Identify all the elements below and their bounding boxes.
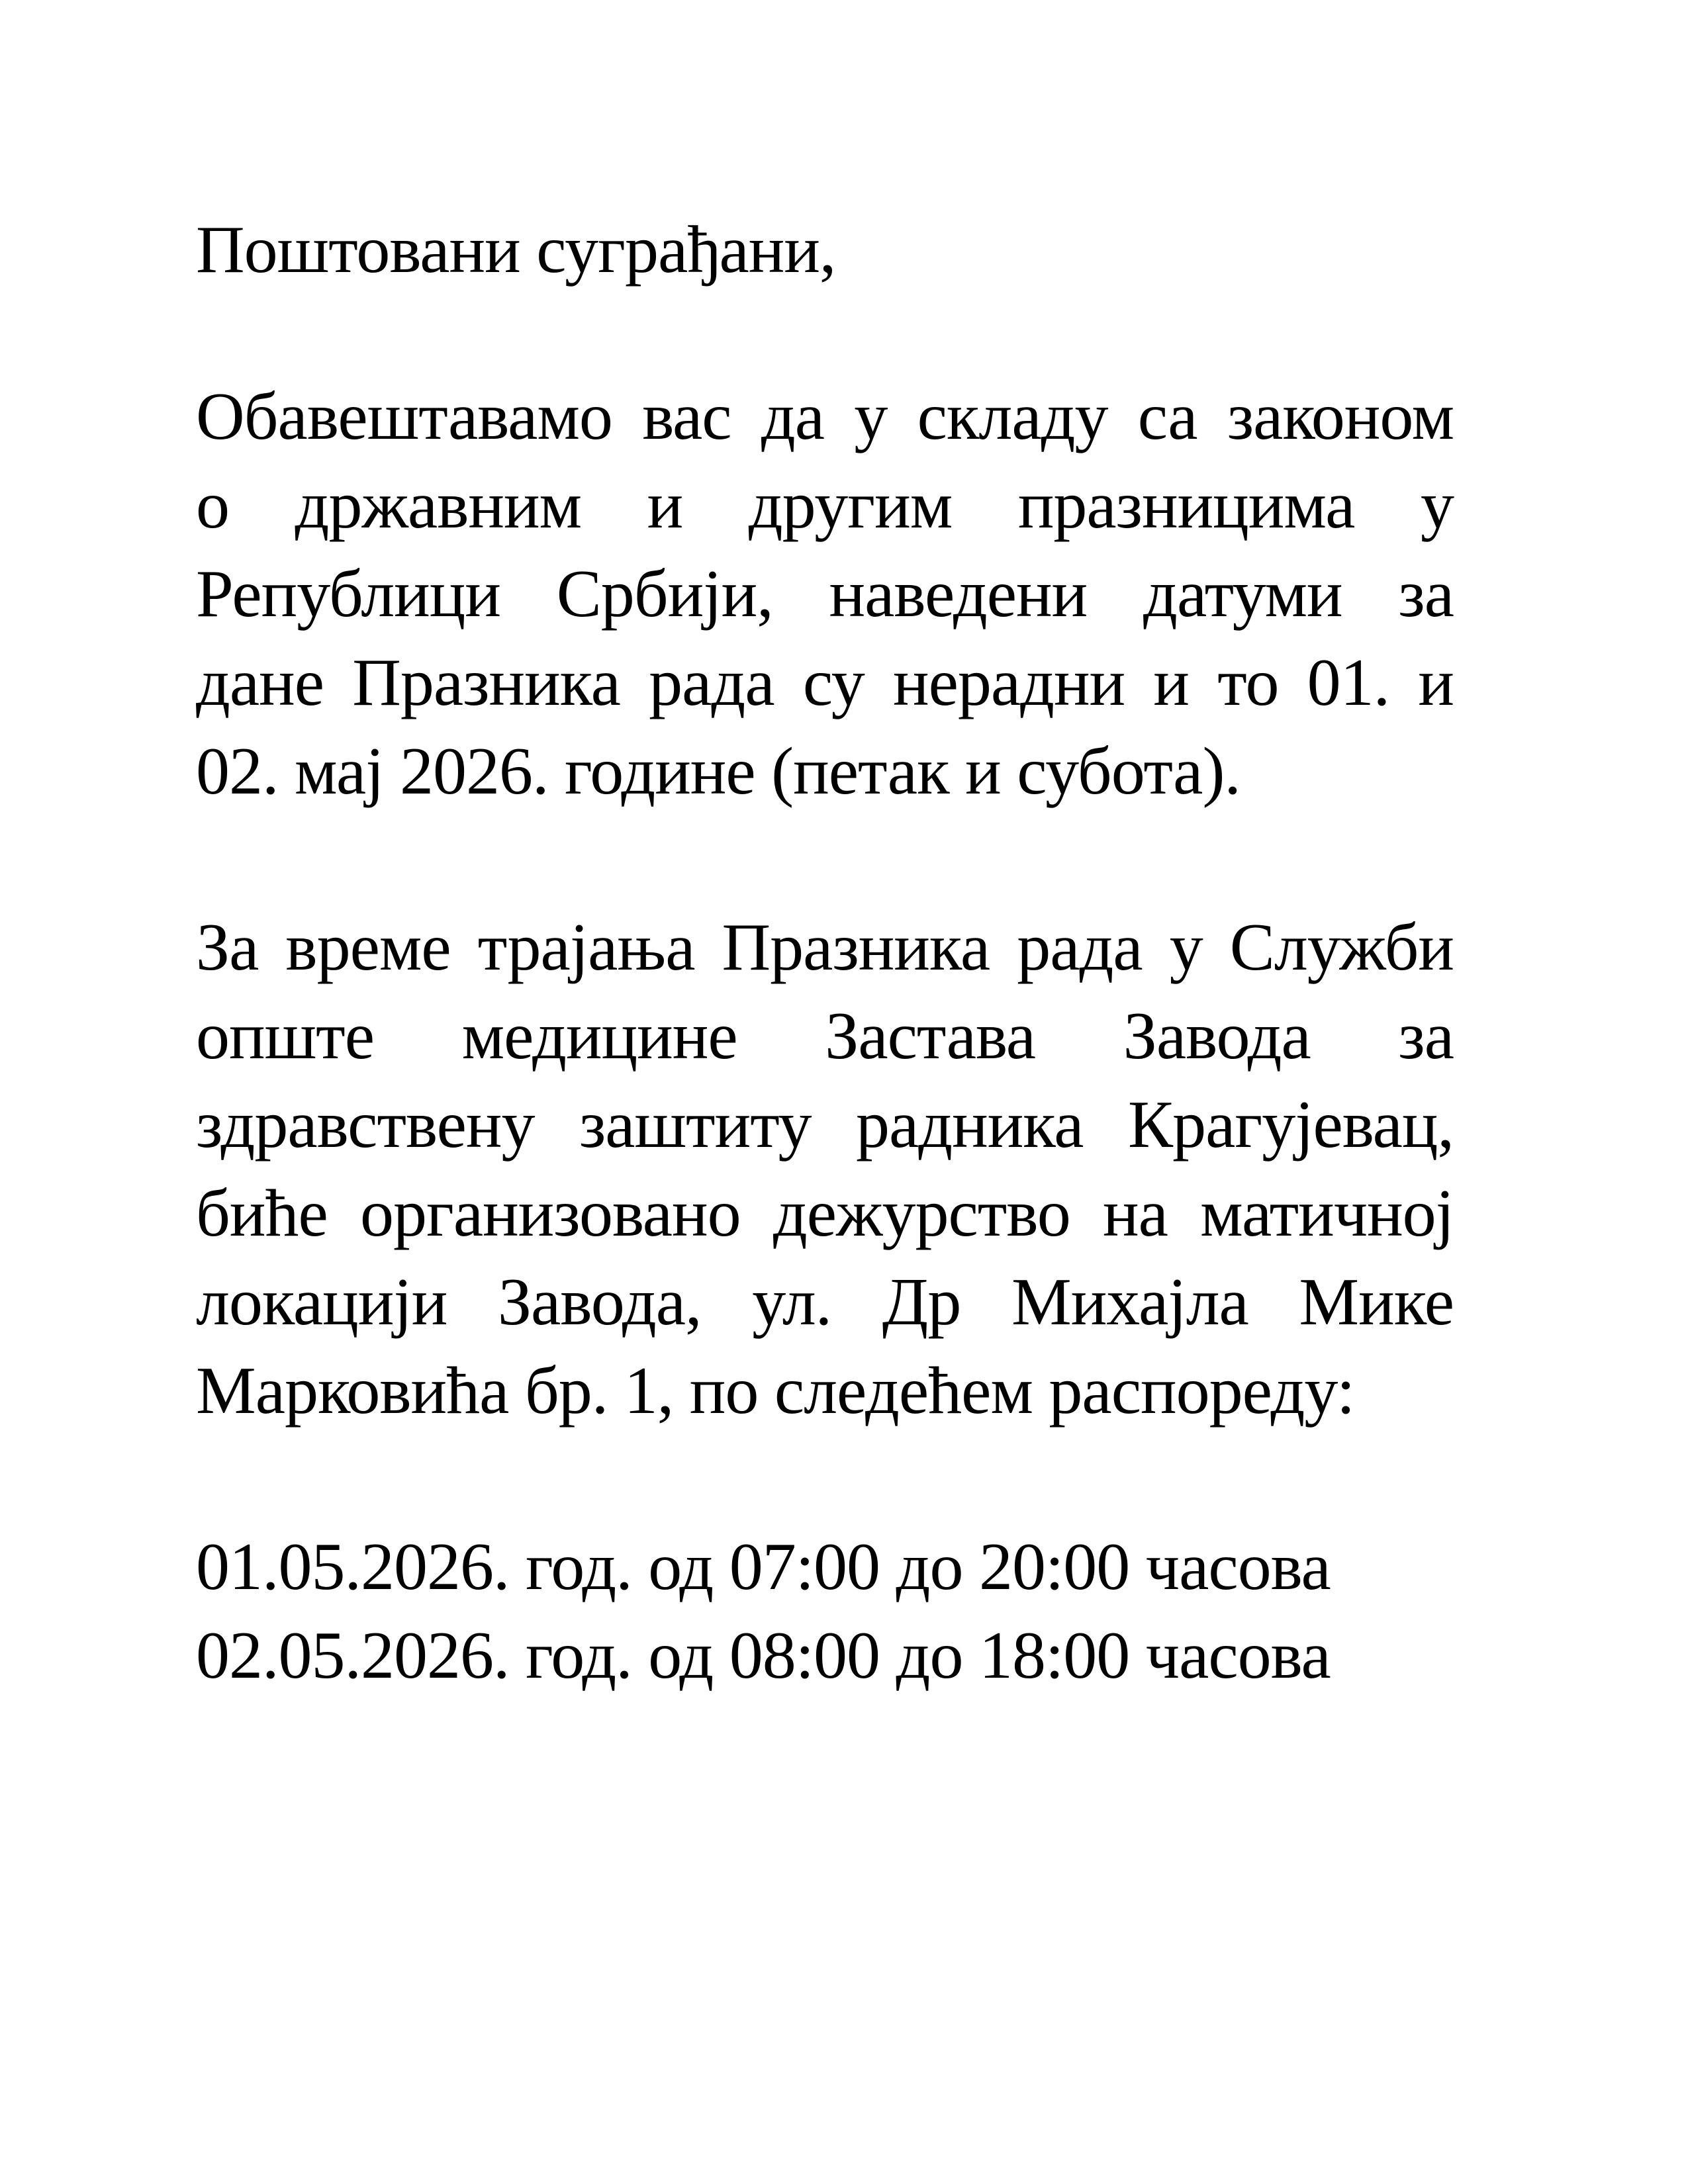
paragraph-line: биће организовано дежурство на матичној — [196, 1176, 1454, 1251]
paragraph-line: о државним и другим празницима у — [196, 468, 1454, 543]
schedule-entry: 01.05.2026. год. од 07:00 до 20:00 часова — [196, 1529, 1331, 1604]
greeting: Поштовани суграђани, — [196, 212, 836, 287]
paragraph-line: опште медицине Застава Завода за — [196, 999, 1454, 1073]
paragraph-line: За време трајања Празника рада у Служби — [196, 910, 1454, 985]
schedule-entry: 02.05.2026. год. од 08:00 до 18:00 часова — [196, 1618, 1331, 1693]
paragraph-line: Марковића бр. 1, по следећем распореду: — [196, 1353, 1355, 1428]
paragraph-line: здравствену заштиту радника Крагујевац, — [196, 1087, 1454, 1162]
paragraph-line: 02. мај 2026. године (петак и субота). — [196, 734, 1241, 809]
paragraph-line: локацији Завода, ул. Др Михајла Мике — [196, 1265, 1454, 1340]
paragraph-line: Обавештавамо вас да у складу са законом — [196, 379, 1454, 454]
paragraph-line: Републици Србији, наведени датуми за — [196, 557, 1454, 631]
paragraph-line: дане Празника рада су нерадни и то 01. и — [196, 645, 1454, 720]
